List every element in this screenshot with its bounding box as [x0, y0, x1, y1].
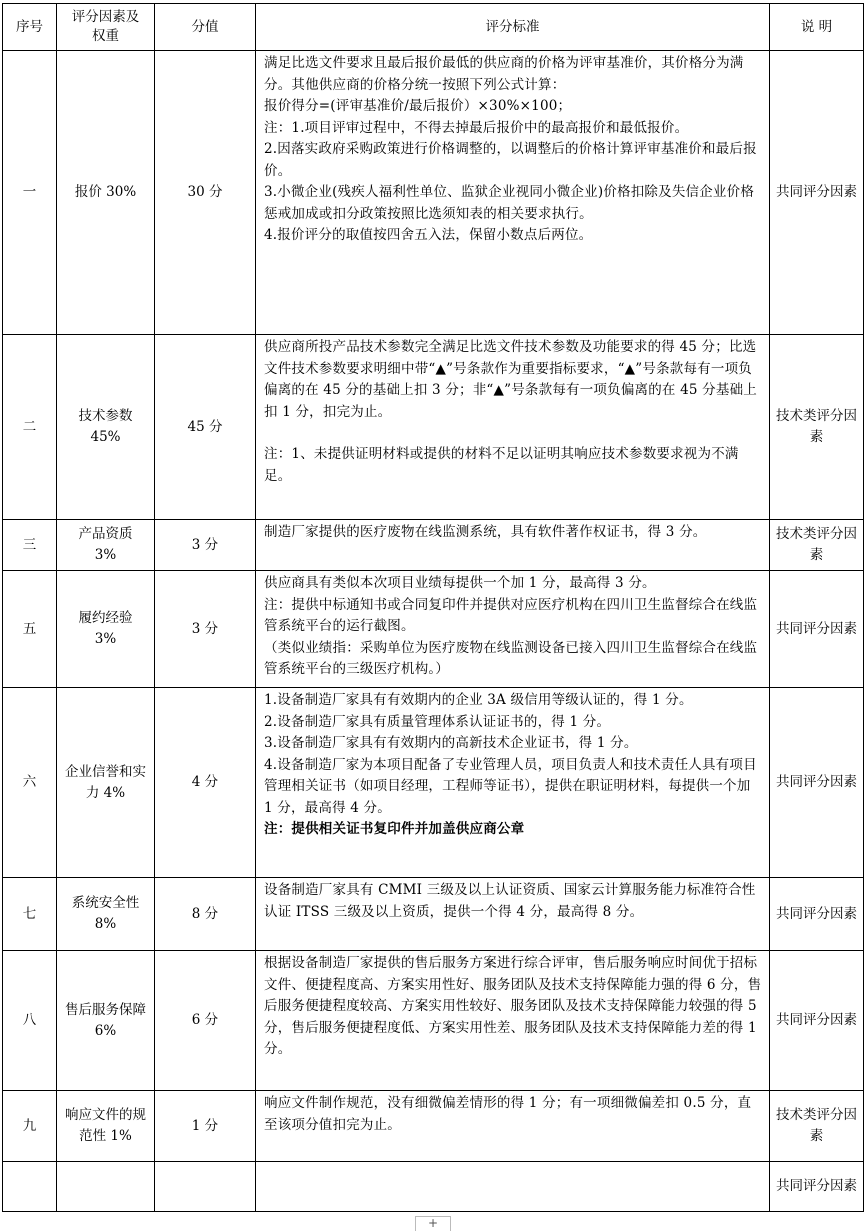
- criteria-line: 根据设备制造厂家提供的售后服务方案进行综合评审，售后服务响应时间优于招标文件、便捷程度高、方案实用性好、服务团队及技术支持保障能力强的得 6 分，售后服务便捷程度较高、方案实用性较好、服务团队及技术支持保障能力较强的得 5 分，售后服务便捷程度低、方案实用性差、服务团队及技术支持保障能力差的得 1 分。: [264, 955, 762, 1057]
- row-note-text: 共同评分因素: [776, 1178, 857, 1194]
- row-score: 45 分: [155, 335, 256, 520]
- criteria-line: 响应文件制作规范，没有细微偏差情形的得 1 分；有一项细微偏差扣 0.5 分，直至该项分值扣完为止。: [264, 1095, 752, 1133]
- criteria-line: 注：1、未提供证明材料或提供的材料不足以证明其响应技术参数要求视为不满足。: [264, 446, 739, 484]
- row-factor: [57, 951, 155, 1091]
- row-criteria: [256, 51, 770, 335]
- row-score: 3 分: [155, 571, 256, 688]
- header-row: [3, 4, 864, 51]
- row-factor: [57, 520, 155, 571]
- criteria-line: 设备制造厂家具有 CMMI 三级及以上认证资质、国家云计算服务能力标准符合性认证 ITSS 三级及以上资质，提供一个得 4 分，最高得 8 分。: [264, 882, 756, 920]
- row-score: 8 分: [155, 878, 256, 951]
- row-score: 3 分: [155, 520, 256, 571]
- header-score: 分值: [155, 4, 256, 51]
- table-move-handle[interactable]: +: [415, 1216, 451, 1231]
- row-criteria: [256, 335, 770, 520]
- row-factor-text: 报价 30%: [74, 184, 137, 200]
- header-no: 序号: [3, 4, 57, 51]
- row-factor-text: 系统安全性 8%: [71, 895, 140, 932]
- criteria-line: 1.设备制造厂家具有有效期内的企业 3A 级信用等级认证的，得 1 分。: [264, 692, 693, 708]
- table-row: [3, 1162, 864, 1212]
- row-note-text: 共同评分因素: [776, 620, 857, 637]
- row-factor-text: 企业信誉和实力 4%: [65, 763, 146, 801]
- criteria-line: （类似业绩指：采购单位为医疗废物在线监测设备已接入四川卫生监督综合在线监管系统平台的三级医疗机构。）: [264, 639, 758, 677]
- row-factor: [57, 571, 155, 688]
- row-factor: [57, 335, 155, 520]
- row-factor-text: 响应文件的规范性 1%: [65, 1107, 146, 1144]
- row-score: [155, 1162, 256, 1212]
- criteria-line: 报价得分=(评审基准价/最后报价）×30%×100；: [264, 98, 572, 114]
- row-factor: [57, 51, 155, 335]
- row-criteria: [256, 1091, 770, 1162]
- row-criteria: [256, 1162, 770, 1212]
- criteria-spacer: [264, 423, 763, 444]
- row-factor: [57, 878, 155, 951]
- criteria-line: 制造厂家提供的医疗废物在线监测系统，具有软件著作权证书，得 3 分。: [264, 524, 707, 540]
- row-score: 4 分: [155, 688, 256, 878]
- criteria-line: 供应商所投产品技术参数完全满足比选文件技术参数及功能要求的得 45 分；比选文件技术参数要求明细中带“▲”号条款作为重要指标要求，“▲”号条款每有一项负偏离的在 45 分的基础上扣 3 分；非“▲”号条款每有一项负偏离的在 45 分基础上扣 1 分，扣完为止。: [264, 339, 757, 420]
- row-factor-text: 履约经验 3%: [78, 610, 133, 647]
- row-note-text: 共同评分因素: [776, 1012, 857, 1028]
- row-note: [770, 1091, 864, 1162]
- row-number: 二: [3, 335, 57, 520]
- row-note: [770, 688, 864, 878]
- row-criteria: [256, 878, 770, 951]
- row-number: 八: [3, 951, 57, 1091]
- table-row: [3, 688, 864, 878]
- row-note: [770, 951, 864, 1091]
- row-criteria: [256, 951, 770, 1091]
- table-row: [3, 571, 864, 688]
- row-factor: [57, 1162, 155, 1212]
- row-note: [770, 1162, 864, 1212]
- row-score: 6 分: [155, 951, 256, 1091]
- row-number: 七: [3, 878, 57, 951]
- criteria-line: 4.设备制造厂家为本项目配备了专业管理人员，项目负责人和技术责任人具有项目管理相关证书（如项目经理，工程师等证书），提供在职证明材料，每提供一个加 1 分，最高得 4 分。: [264, 756, 757, 816]
- row-note: [770, 878, 864, 951]
- row-number: 六: [3, 688, 57, 878]
- row-number: 五: [3, 571, 57, 688]
- row-factor: [57, 1091, 155, 1162]
- table-row: [3, 520, 864, 571]
- row-note-text: 技术类评分因素: [776, 408, 857, 445]
- row-factor-text: 售后服务保障 6%: [65, 1001, 146, 1039]
- criteria-line: 2.因落实政府采购政策进行价格调整的，以调整后的价格计算评审基准价和最后报价。: [264, 141, 757, 179]
- scoring-table: [2, 3, 864, 1212]
- row-number: [3, 1162, 57, 1212]
- row-note: [770, 335, 864, 520]
- row-note-text: 共同评分因素: [776, 774, 857, 790]
- row-score: 30 分: [155, 51, 256, 335]
- row-note: [770, 571, 864, 688]
- row-note: [770, 520, 864, 571]
- criteria-line: 3.设备制造厂家具有有效期内的高新技术企业证书，得 1 分。: [264, 735, 638, 751]
- criteria-line: 供应商具有类似本次项目业绩每提供一个加 1 分，最高得 3 分。: [264, 575, 656, 591]
- header-factor-text: 评分因素及权重: [71, 9, 140, 44]
- row-criteria: [256, 520, 770, 571]
- criteria-line: 满足比选文件要求且最后报价最低的供应商的价格为评审基准价，其价格分为满分。其他供应商的价格分统一按照下列公式计算：: [264, 55, 744, 93]
- row-number: 三: [3, 520, 57, 571]
- criteria-line: 注：提供中标通知书或合同复印件并提供对应医疗机构在四川卫生监督综合在线监管系统平台的运行截图。: [264, 596, 758, 634]
- table-body: [3, 51, 864, 1212]
- header-factor: [57, 4, 155, 51]
- criteria-line: 4.报价评分的取值按四舍五入法，保留小数点后两位。: [264, 227, 593, 243]
- criteria-line: 3.小微企业(残疾人福利性单位、监狱企业视同小微企业)价格扣除及失信企业价格惩戒加成或扣分政策按照比选须知表的相关要求执行。: [264, 184, 755, 222]
- criteria-bold-note: 注：提供相关证书复印件并加盖供应商公章: [264, 821, 525, 837]
- criteria-line: 注：1.项目评审过程中，不得去掉最后报价中的最高报价和最低报价。: [264, 119, 689, 136]
- row-number: 九: [3, 1091, 57, 1162]
- table-row: [3, 335, 864, 520]
- row-note-text: 共同评分因素: [776, 184, 857, 200]
- criteria-line: 2.设备制造厂家具有质量管理体系认证证书的，得 1 分。: [264, 713, 611, 730]
- row-factor-text: 技术参数 45%: [78, 408, 133, 445]
- table-row: [3, 951, 864, 1091]
- header-criteria: 评分标准: [256, 4, 770, 51]
- row-note-text: 技术类评分因素: [776, 526, 857, 563]
- table-row: [3, 878, 864, 951]
- row-criteria: [256, 688, 770, 878]
- row-factor: [57, 688, 155, 878]
- row-score: 1 分: [155, 1091, 256, 1162]
- table-row: [3, 51, 864, 335]
- header-note: 说 明: [770, 4, 864, 51]
- row-criteria: [256, 571, 770, 688]
- row-note-text: 技术类评分因素: [776, 1107, 857, 1144]
- row-factor-text: 产品资质 3%: [78, 526, 133, 563]
- row-number: 一: [3, 51, 57, 335]
- table-row: [3, 1091, 864, 1162]
- row-note: [770, 51, 864, 335]
- row-note-text: 共同评分因素: [776, 905, 857, 922]
